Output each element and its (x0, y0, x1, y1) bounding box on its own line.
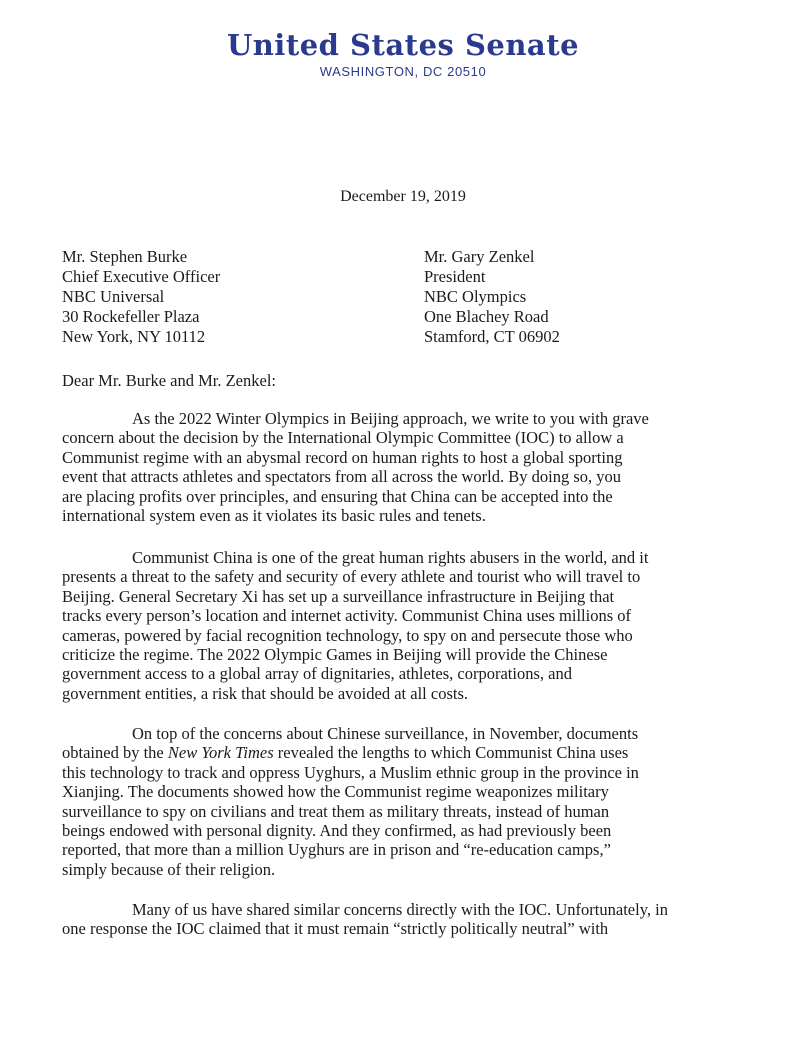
address-line: Mr. Gary Zenkel (424, 247, 535, 266)
paragraph-line: international system even as it violates its basic rules and tenets. (62, 506, 486, 526)
address-line: New York, NY 10112 (62, 327, 206, 346)
recipient-address-left (62, 247, 220, 347)
paragraph-line: one response the IOC claimed that it must remain “strictly politically neutral” with (62, 919, 609, 939)
paragraph-3 (62, 724, 762, 879)
address-line: Chief Executive Officer (62, 267, 221, 286)
paragraph-line: Xianjing. The documents showed how the Communist regime weaponizes military (62, 782, 609, 802)
salutation: Dear Mr. Burke and Mr. Zenkel: (62, 371, 276, 390)
paragraph-line: cameras, powered by facial recognition technology, to spy on and persecute those who (62, 625, 633, 645)
paragraph-line: tracks every person’s location and internet activity. Communist China uses millions of (62, 606, 631, 626)
address-line: Stamford, CT 06902 (424, 327, 560, 346)
paragraph-line: Many of us have shared similar concerns directly with the IOC. Unfortunately, in (132, 900, 668, 919)
letterhead-senate-name: United States Senate (226, 28, 580, 62)
paragraph-line: simply because of their religion. (62, 859, 276, 879)
paragraph-line: Beijing. General Secretary Xi has set up a surveillance infrastructure in Beijing that (62, 586, 615, 606)
address-line: Mr. Stephen Burke (62, 247, 188, 266)
address-line: President (424, 267, 486, 286)
recipient-address-right (424, 247, 560, 347)
paragraph-line: criticize the regime. The 2022 Olympic Games in Beijing will provide the Chinese (62, 645, 608, 665)
newspaper-title: New York Times (167, 743, 274, 763)
paragraph-text: obtained by the (62, 743, 168, 763)
paragraph-line: surveillance to spy on civilians and treat them as military threats, instead of human (62, 801, 610, 821)
paragraph-line: beings endowed with personal dignity. And they confirmed, as had previously been (62, 821, 612, 841)
paragraph-line: As the 2022 Winter Olympics in Beijing approach, we write to you with grave (132, 409, 649, 428)
address-line: One Blachey Road (424, 307, 549, 326)
letterhead (0, 28, 806, 79)
paragraph-line: government access to a global array of dignitaries, athletes, corporations, and (62, 664, 572, 684)
letter-date: December 19, 2019 (340, 188, 466, 205)
paragraph-text: revealed the lengths to which Communist China uses (273, 743, 629, 763)
address-line: 30 Rockefeller Plaza (62, 307, 200, 326)
paragraph-line: reported, that more than a million Uyghurs are in prison and “re-education camps,” (62, 840, 611, 860)
letterhead-city: WASHINGTON, DC 20510 (319, 64, 487, 79)
address-line: NBC Universal (62, 287, 165, 306)
paragraph-line: concern about the decision by the International Olympic Committee (IOC) to allow a (62, 428, 624, 448)
paragraph-line: Communist regime with an abysmal record on human rights to host a global sporting (62, 447, 623, 467)
paragraph-line: are placing profits over principles, and ensuring that China can be accepted into the (62, 486, 613, 506)
paragraph-line: event that attracts athletes and spectators from all across the world. By doing so, you (62, 467, 622, 487)
paragraph-line: this technology to track and oppress Uyghurs, a Muslim ethnic group in the province in (62, 762, 639, 782)
paragraph-line: government entities, a risk that should be avoided at all costs. (62, 683, 468, 703)
address-line: NBC Olympics (424, 287, 527, 306)
paragraph-1 (62, 409, 762, 525)
paragraph-line: On top of the concerns about Chinese surveillance, in November, documents (132, 724, 639, 743)
paragraph-4 (62, 900, 762, 939)
paragraph-line: Communist China is one of the great human rights abusers in the world, and it (132, 548, 649, 567)
paragraph-line (62, 743, 762, 762)
paragraph-line: presents a threat to the safety and security of every athlete and tourist who will travel to (62, 567, 641, 587)
paragraph-2 (62, 548, 762, 703)
